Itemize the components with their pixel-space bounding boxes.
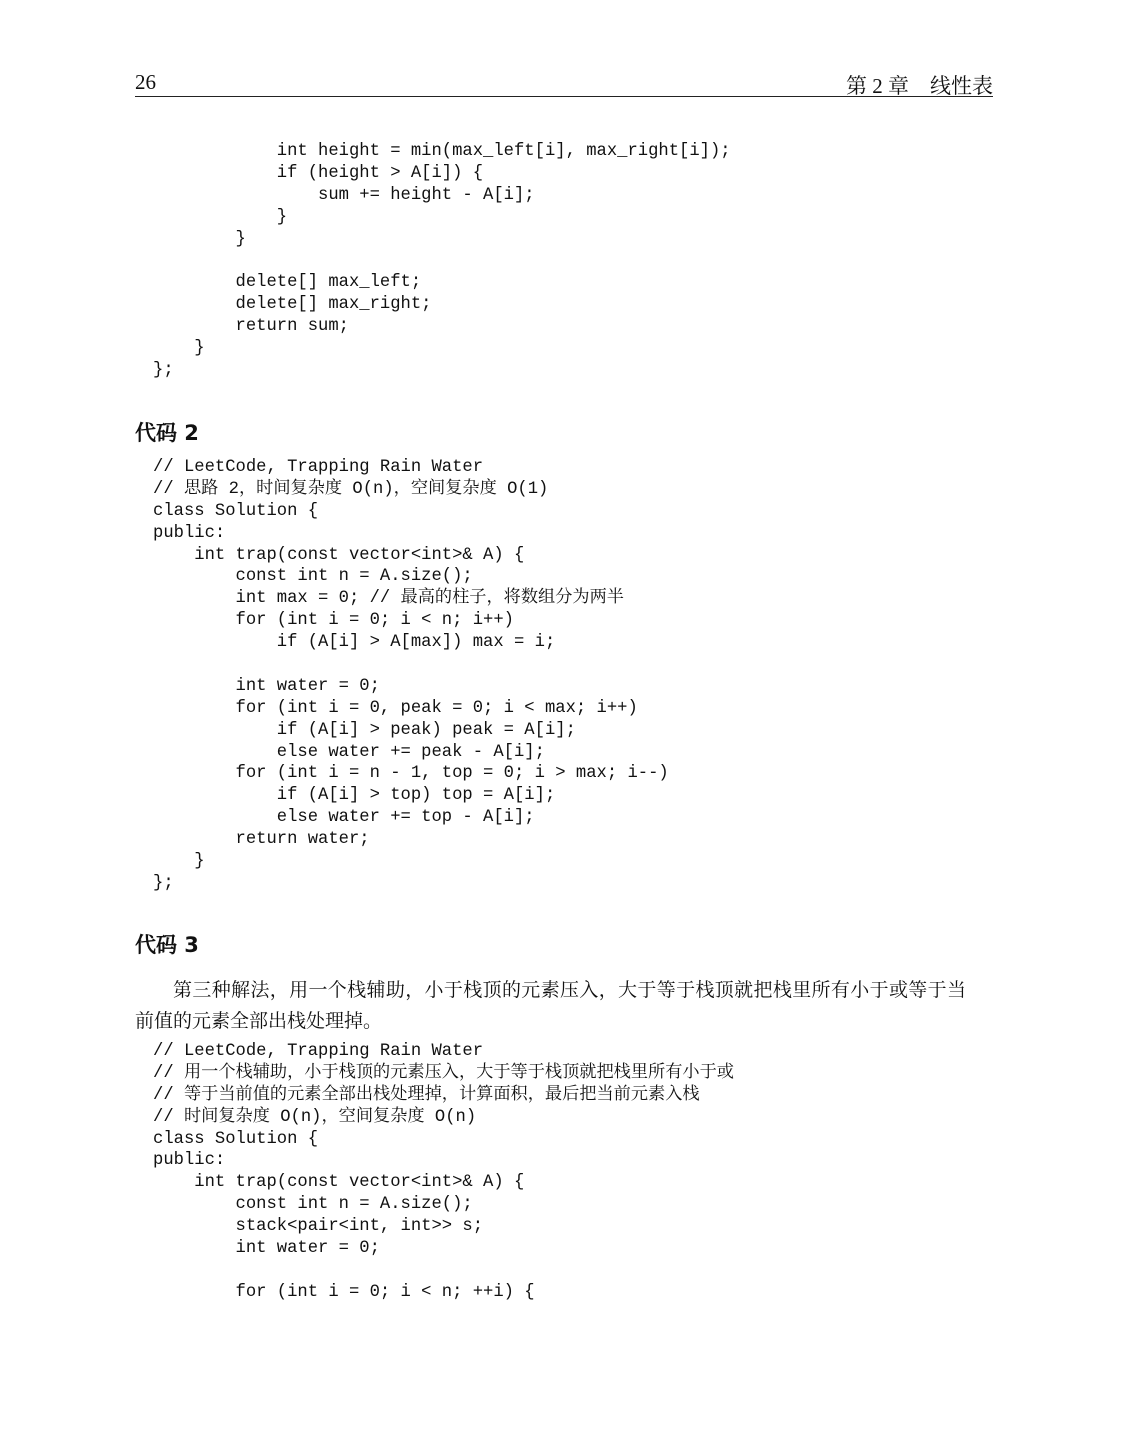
code-line: for (int i = n - 1, top = 0; i > max; i--) — [153, 764, 669, 784]
code-line: delete[] max_left; — [153, 273, 422, 293]
code-line: // 时间复杂度 O(n)，空间复杂度 O(n) — [153, 1107, 477, 1127]
page-header — [135, 68, 993, 97]
code-line: int height = min(max_left[i], max_right[i]); — [153, 142, 731, 161]
code-line: } — [153, 339, 205, 359]
code-line: // LeetCode, Trapping Rain Water — [153, 1042, 484, 1061]
code-line: }; — [153, 873, 174, 893]
page-number: 26 — [135, 70, 156, 94]
code-line: class Solution { — [153, 501, 319, 521]
code-line: int water = 0; — [153, 676, 380, 696]
code-line: for (int i = 0; i < n; i++) — [153, 611, 514, 631]
code-line: }; — [153, 360, 174, 380]
code-line — [153, 1260, 734, 1282]
code-line: if (A[i] > top) top = A[i]; — [153, 786, 556, 806]
code-line: // 等于当前值的元素全部出栈处理掉，计算面积，最后把当前元素入栈 — [153, 1085, 700, 1105]
chapter-title: 第 2 章 线性表 — [846, 74, 993, 98]
code-line: // LeetCode, Trapping Rain Water — [153, 458, 484, 477]
code-line: return sum; — [153, 317, 349, 337]
code-line: int trap(const vector<int>& A) { — [153, 545, 525, 565]
code-line: class Solution { — [153, 1129, 319, 1149]
code-line: } — [153, 207, 288, 227]
code-line — [153, 654, 669, 676]
code-line: else water += peak - A[i]; — [153, 742, 545, 762]
code-line: return water; — [153, 830, 370, 850]
paragraph-line-2: 前值的元素全部出栈处理掉。 — [135, 1010, 383, 1032]
code-line: public: — [153, 523, 226, 543]
code-line: stack<pair<int, int>> s; — [153, 1217, 484, 1237]
code-line — [153, 250, 731, 272]
code-line: for (int i = 0, peak = 0; i < max; i++) — [153, 698, 638, 718]
code-line: // 用一个栈辅助，小于栈顶的元素压入，大于等于栈顶就把栈里所有小于或 — [153, 1063, 734, 1083]
code-line: const int n = A.size(); — [153, 567, 473, 587]
section-heading-code-3: 代码 3 — [135, 933, 199, 957]
paragraph-line-1: 第三种解法，用一个栈辅助，小于栈顶的元素压入，大于等于栈顶就把栈里所有小于或等于当 — [173, 979, 967, 1001]
code-block-2 — [153, 457, 669, 895]
code-block-continued — [153, 141, 731, 382]
code-line: int water = 0; — [153, 1239, 380, 1259]
code-line: } — [153, 852, 205, 872]
code-line: } — [153, 229, 246, 249]
code-line: for (int i = 0; i < n; ++i) { — [153, 1282, 535, 1302]
code-line: if (A[i] > A[max]) max = i; — [153, 633, 556, 653]
code-line: int max = 0; // 最高的柱子，将数组分为两半 — [153, 589, 624, 609]
code-line: public: — [153, 1151, 226, 1171]
code-line: if (height > A[i]) { — [153, 163, 484, 183]
section-heading-code-2: 代码 2 — [135, 421, 199, 445]
section-3-paragraph — [135, 975, 993, 1037]
code-line: sum += height - A[i]; — [153, 185, 535, 205]
code-line: const int n = A.size(); — [153, 1195, 473, 1215]
code-block-3 — [153, 1041, 734, 1304]
code-line: else water += top - A[i]; — [153, 808, 535, 828]
code-line: if (A[i] > peak) peak = A[i]; — [153, 720, 576, 740]
code-line: delete[] max_right; — [153, 295, 432, 315]
code-line: int trap(const vector<int>& A) { — [153, 1173, 525, 1193]
code-line: // 思路 2，时间复杂度 O(n)，空间复杂度 O(1) — [153, 479, 549, 499]
